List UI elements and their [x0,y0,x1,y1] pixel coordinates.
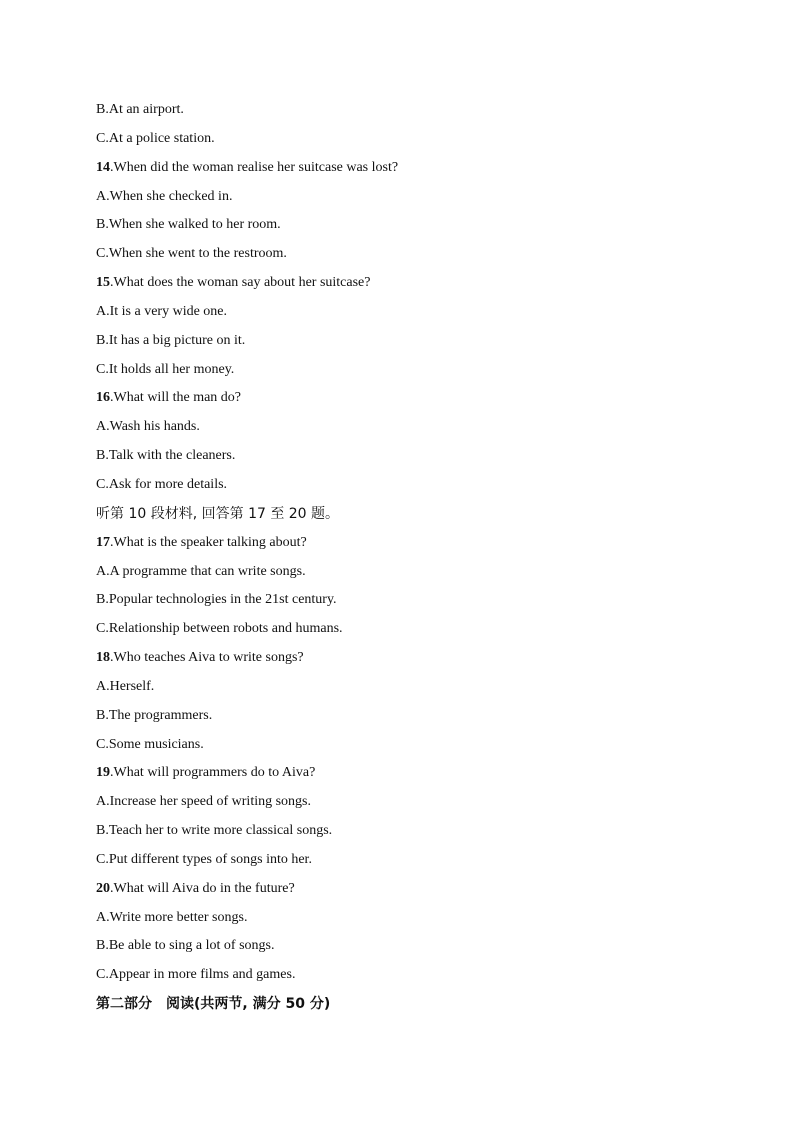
option-line: B.It has a big picture on it. [96,332,246,348]
section-heading: 第二部分 阅读(共两节, 满分 50 分) [96,996,331,1013]
option-line: C.Appear in more films and games. [96,967,296,983]
question-number: 18 [96,650,110,666]
question-number: 17 [96,534,110,550]
option-line: B.Talk with the cleaners. [96,448,236,464]
option-line: A.Wash his hands. [96,419,200,435]
option-line: C.Relationship between robots and humans. [96,621,343,637]
question-line [96,154,736,183]
question-text: .What will programmers do to Aiva? [110,765,316,781]
document-body [96,96,736,1019]
option-line: A.Herself. [96,678,155,694]
question-line [96,269,736,298]
option-line: C.When she went to the restroom. [96,246,287,262]
option-line: A.It is a very wide one. [96,303,228,319]
option-line: B.When she walked to her room. [96,217,281,233]
question-text: .When did the woman realise her suitcase was lost? [110,159,399,175]
option-line: B.Popular technologies in the 21st century. [96,592,337,608]
question-line [96,759,736,788]
question-line [96,875,736,904]
question-line [96,529,736,558]
question-number: 15 [96,275,110,291]
option-line: C.Put different types of songs into her. [96,851,312,867]
option-line: B.The programmers. [96,707,213,723]
question-text: .Who teaches Aiva to write songs? [110,650,304,666]
option-line: A.When she checked in. [96,188,233,204]
question-number: 19 [96,765,110,781]
option-line: A.A programme that can write songs. [96,563,306,579]
question-number: 14 [96,159,110,175]
option-line: C.It holds all her money. [96,361,235,377]
option-line: B.Teach her to write more classical songs. [96,823,333,839]
option-line: A.Increase her speed of writing songs. [96,794,311,810]
option-line: B.Be able to sing a lot of songs. [96,938,275,954]
option-line: A.Write more better songs. [96,909,248,925]
question-number: 16 [96,390,110,406]
question-text: .What is the speaker talking about? [110,534,307,550]
question-text: .What does the woman say about her suitcase? [110,275,371,291]
option-line: B.At an airport. [96,102,184,117]
option-line: C.Some musicians. [96,736,204,752]
question-line [96,384,736,413]
question-number: 20 [96,880,110,896]
question-text: .What will Aiva do in the future? [110,880,295,896]
option-line: C.Ask for more details. [96,476,228,492]
question-line [96,644,736,673]
instruction-line: 听第 10 段材料, 回答第 17 至 20 题。 [96,505,340,522]
option-line: C.At a police station. [96,130,215,146]
question-text: .What will the man do? [110,390,242,406]
